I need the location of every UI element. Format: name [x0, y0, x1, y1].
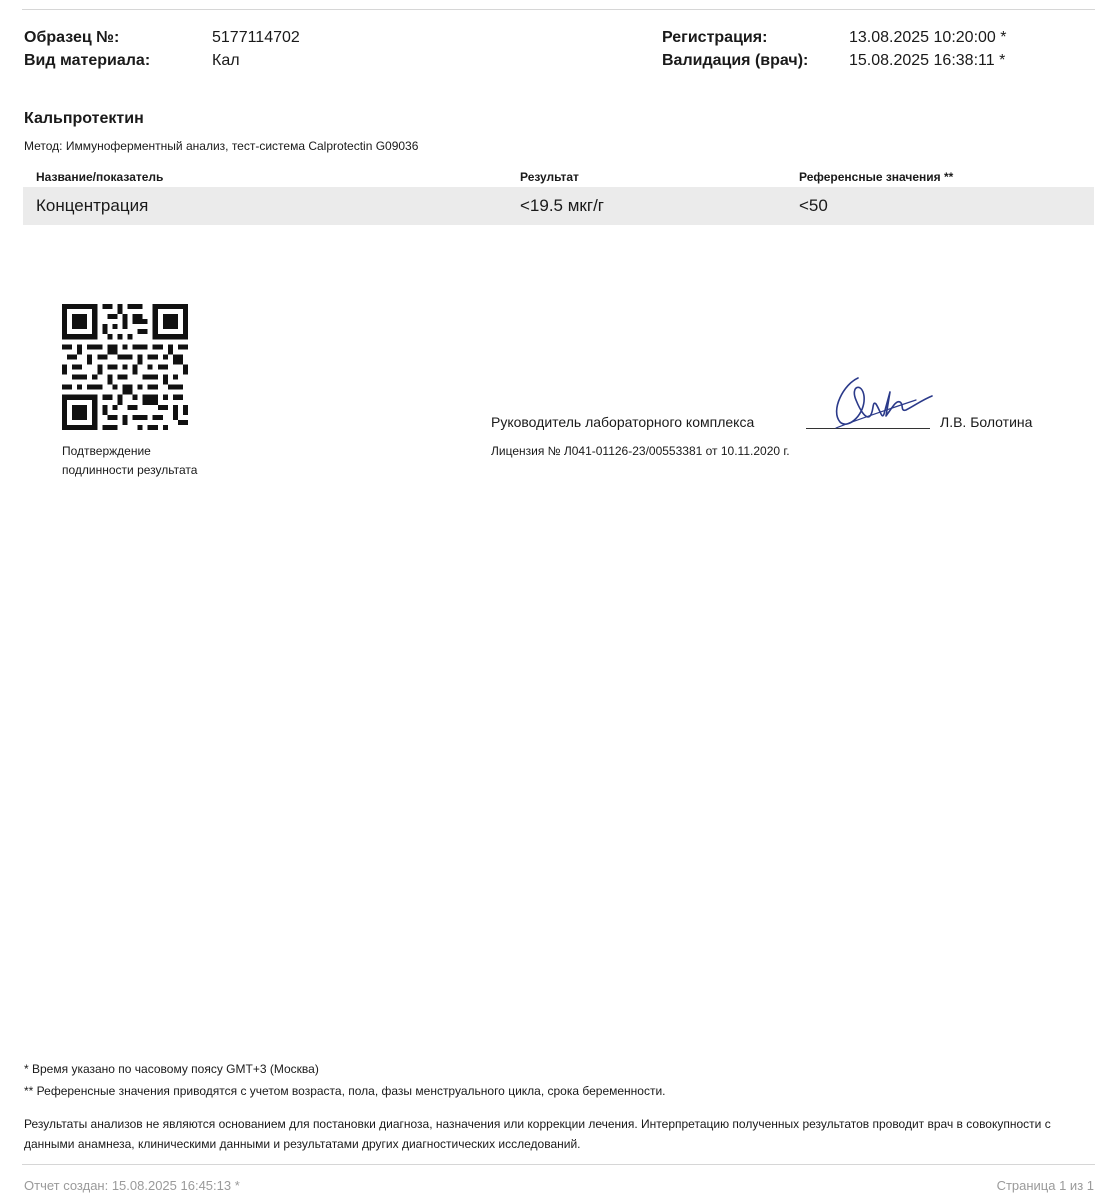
- material-type-label: Вид материала:: [24, 52, 151, 69]
- test-method: Метод: Иммуноферментный анализ, тест-система Calprotectin G09036: [24, 139, 419, 153]
- row-name-cell: Концентрация: [36, 196, 149, 215]
- qr-caption-line1: Подтверждение: [62, 444, 151, 458]
- material-type-value: Кал: [212, 52, 240, 69]
- top-divider: [22, 9, 1095, 10]
- column-header-name: Название/показатель: [36, 170, 164, 184]
- test-title: Кальпротектин: [24, 110, 144, 127]
- page-number: Страница 1 из 1: [996, 1178, 1094, 1193]
- column-header-reference: Референсные значения **: [799, 170, 954, 184]
- registration-value: 13.08.2025 10:20:00 *: [849, 29, 1007, 46]
- license-text: Лицензия № Л041-01126-23/00553381 от 10.11.2020 г.: [491, 444, 790, 458]
- timezone-note: * Время указано по часовому поясу GMT+3 (Москва): [24, 1062, 319, 1076]
- disclaimer-text: Результаты анализов не являются основанием для постановки диагноза, назначения или коррекции лечения. Интерпретацию полученных результатов проводит врач в совокупности с данными анамнеза, клиническими данными и результатами других диагностических исследований.: [24, 1117, 1051, 1151]
- handwritten-signature: [826, 370, 936, 430]
- qr-code-icon: [62, 304, 188, 430]
- validation-value: 15.08.2025 16:38:11 *: [849, 52, 1006, 69]
- sample-number-label: Образец №:: [24, 29, 120, 46]
- sample-number-value: 5177114702: [212, 29, 300, 46]
- footer-divider: [22, 1164, 1095, 1165]
- report-created: Отчет создан: 15.08.2025 16:45:13 *: [24, 1178, 240, 1193]
- reference-note: ** Референсные значения приводятся с учетом возраста, пола, фазы менструального цикла, срока беременности.: [24, 1084, 666, 1098]
- qr-caption-line2: подлинности результата: [62, 463, 198, 477]
- column-header-result: Результат: [520, 170, 579, 184]
- signatory-role: Руководитель лабораторного комплекса: [491, 414, 755, 430]
- row-reference-cell: <50: [799, 196, 828, 215]
- row-result-cell: <19.5 мкг/г: [520, 196, 604, 215]
- validation-label: Валидация (врач):: [662, 52, 809, 69]
- registration-label: Регистрация:: [662, 29, 768, 46]
- signatory-name: Л.В. Болотина: [940, 414, 1033, 430]
